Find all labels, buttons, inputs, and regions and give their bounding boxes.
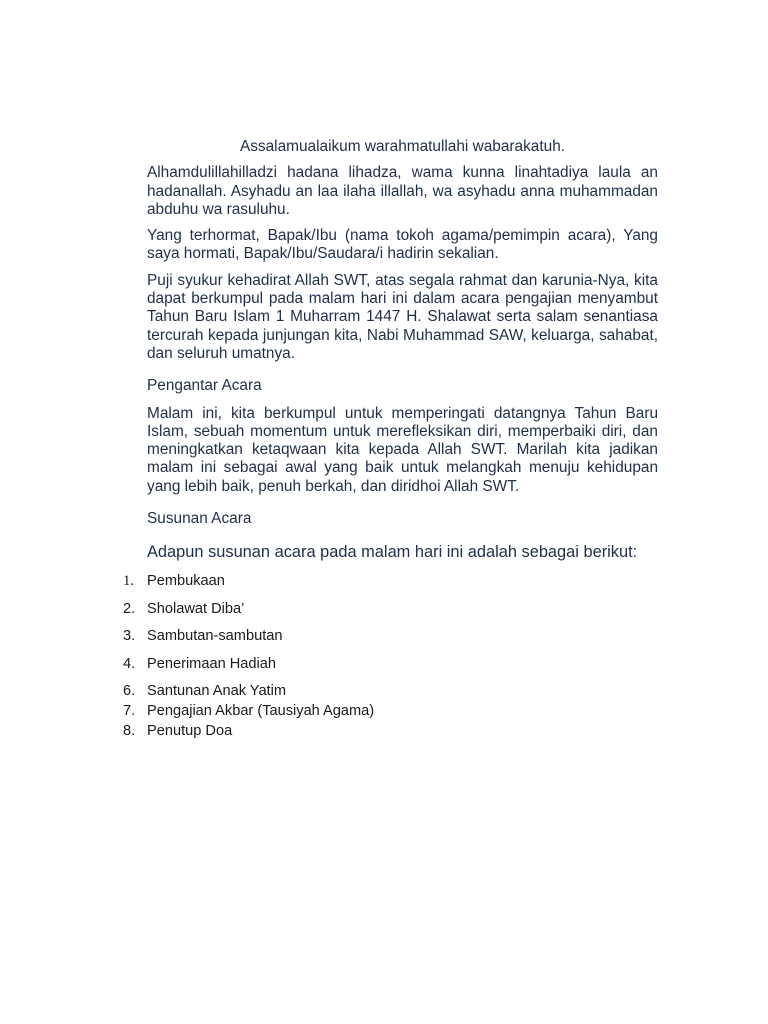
list-item: [123, 682, 658, 700]
list-item: [123, 722, 658, 740]
pengantar-paragraph: Malam ini, kita berkumpul untuk memperingati datangnya Tahun Baru Islam, sebuah momentum untuk merefleksikan diri, memperbaiki diri, dan meningkatkan ketaqwaan kita kepada Allah SWT. Marilah kita jadikan malam ini sebagai awal yang baik untuk melangkah menuju kehidupan yang lebih baik, penuh berkah, dan diridhoi Allah SWT.: [147, 404, 658, 495]
section-heading-susunan: Susunan Acara: [147, 510, 252, 528]
agenda-list: [123, 572, 658, 740]
list-number: 2.: [123, 600, 136, 617]
list-number: 1.: [123, 573, 134, 590]
greeting-line: Assalamualaikum warahmatullahi wabarakatuh.: [239, 138, 566, 155]
section-heading-pengantar: Pengantar Acara: [147, 377, 262, 395]
list-number: 6.: [123, 683, 136, 700]
list-item: [123, 627, 658, 645]
list-item-label: Penerimaan Hadiah: [147, 655, 276, 672]
list-item-label: Pengajian Akbar (Tausiyah Agama): [147, 703, 375, 720]
list-item-label: Penutup Doa: [147, 723, 233, 740]
list-item-label: Pembukaan: [147, 573, 225, 590]
list-number: 4.: [123, 655, 136, 672]
salutation-paragraph: Yang terhormat, Bapak/Ibu (nama tokoh agama/pemimpin acara), Yang saya hormati, Bapak/Ibu/Saudara/i hadirin sekalian.: [147, 227, 658, 263]
list-item: [123, 702, 658, 720]
list-item-label: Santunan Anak Yatim: [147, 683, 287, 700]
document-body: [123, 138, 658, 740]
list-number: 8.: [123, 723, 136, 740]
susunan-intro: Adapun susunan acara pada malam hari ini adalah sebagai berikut:: [147, 543, 638, 562]
list-item-label: Sholawat Diba’: [147, 600, 245, 617]
list-item: [123, 655, 658, 673]
list-item: [123, 600, 658, 618]
list-number: 3.: [123, 628, 136, 645]
opening-paragraph: Alhamdulillahilladzi hadana lihadza, wama kunna linahtadiya laula an hadanallah. Asyhadu an laa ilaha illallah, wa asyhadu anna muhammadan abduhu wa rasuluhu.: [147, 164, 658, 218]
list-item-label: Sambutan-sambutan: [147, 628, 283, 645]
list-number: 7.: [123, 703, 136, 720]
gratitude-paragraph: Puji syukur kehadirat Allah SWT, atas segala rahmat dan karunia-Nya, kita dapat berkumpul pada malam hari ini dalam acara pengajian menyambut Tahun Baru Islam 1 Muharram 1447 H. Shalawat serta salam senantiasa tercurah kepada junjungan kita, Nabi Muhammad SAW, keluarga, sahabat, dan seluruh umatnya.: [147, 271, 658, 362]
list-item: [123, 572, 658, 590]
